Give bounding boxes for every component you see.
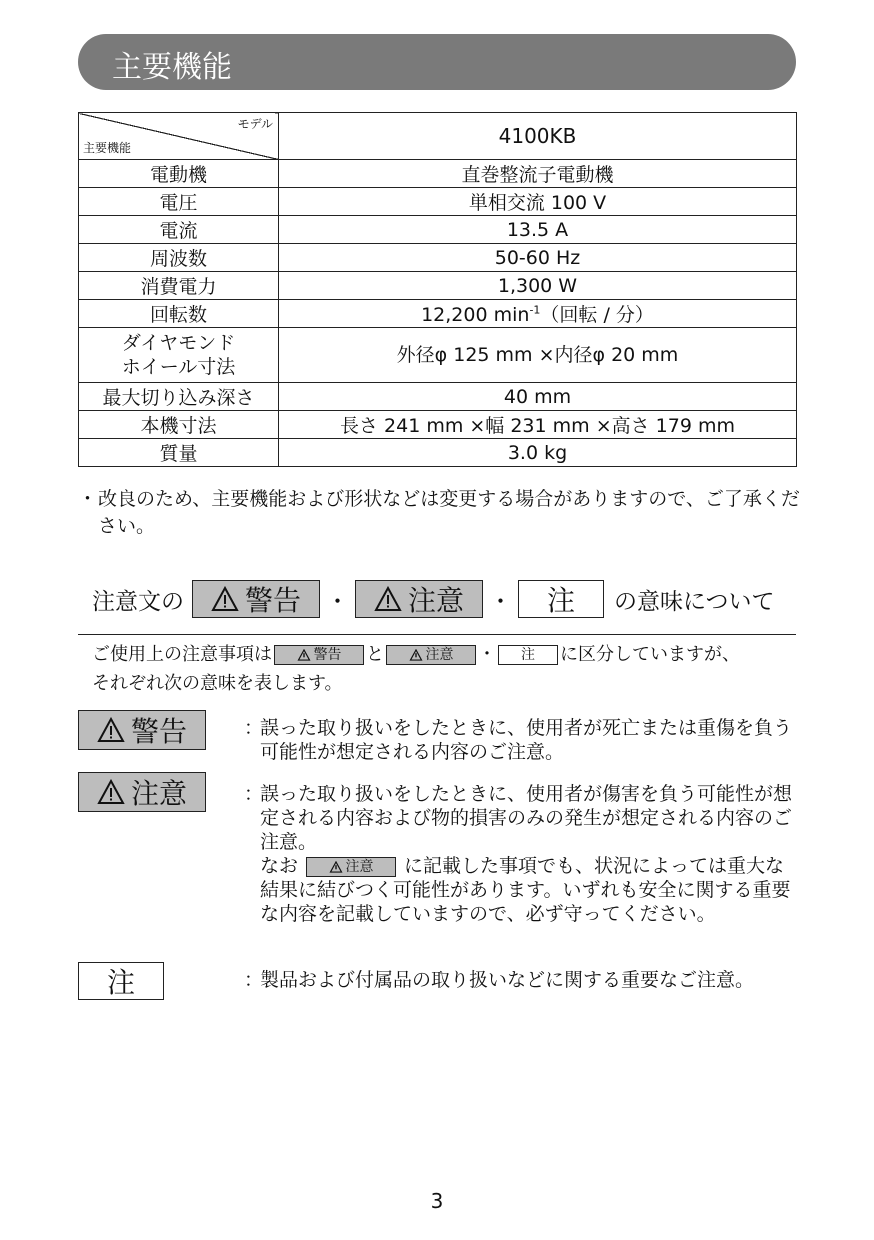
table-row (79, 383, 797, 411)
note-definition-text: 製品および付属品の取り扱いなどに関する重要なご注意。 (260, 969, 755, 991)
caution-definition-text: 誤った取り扱いをしたときに、使用者が傷害を負う可能性が想定される内容および物的損害のみの発生が想定される内容のご注意。 (260, 783, 793, 853)
note-def-label: 注 (106, 966, 135, 999)
table-row (79, 160, 797, 188)
mini-warning-box (274, 645, 364, 665)
caution-extra (260, 854, 800, 926)
footnote (78, 486, 800, 540)
row-value: 13.5 A (279, 216, 797, 244)
row-key (79, 328, 279, 383)
caution-label-box (78, 772, 206, 812)
diagonal-header-cell (79, 113, 279, 160)
footnote-text: 改良のため、主要機能および形状などは変更する場合がありますので、ご了承ください。 (98, 488, 800, 537)
row-key: 電圧 (79, 188, 279, 216)
row-value: 40 mm (279, 383, 797, 411)
row-value (279, 300, 797, 328)
warning-definition (244, 716, 800, 764)
warning-definition-text: 誤った取り扱いをしたときに、使用者が死亡または重傷を負う可能性が想定される内容のご注意。 (260, 717, 793, 763)
table-row (79, 272, 797, 300)
mini-caution-box (306, 857, 396, 877)
caution-def-label: 注意 (130, 777, 187, 810)
table-header-row (79, 113, 797, 160)
table-row (79, 439, 797, 467)
caution-label: 注意 (407, 584, 464, 617)
warning-triangle-icon (297, 649, 311, 661)
rpm-exponent: -1 (529, 303, 541, 317)
intro-part1: ご使用上の注意事項は (92, 644, 272, 665)
row-value: 50-60 Hz (279, 244, 797, 272)
row-key: 最大切り込み深さ (79, 383, 279, 411)
caution-box (355, 580, 483, 618)
row-value: 長さ 241 mm ×幅 231 mm ×高さ 179 mm (279, 411, 797, 439)
row-key-line2: ホイール寸法 (121, 356, 236, 378)
row-key: 消費電力 (79, 272, 279, 300)
header-feature-label: 主要機能 (83, 141, 132, 155)
section-title-bar (78, 34, 796, 90)
mini-caution-box (386, 645, 476, 665)
caution-extra-pre: なお (260, 855, 299, 877)
warning-label: 警告 (244, 584, 301, 617)
row-key: 電動機 (79, 160, 279, 188)
page-number: 3 (430, 1189, 444, 1213)
intro-line2: それぞれ次の意味を表します。 (92, 673, 343, 694)
row-key: 周波数 (79, 244, 279, 272)
table-row (79, 244, 797, 272)
caution-extra-post: に記載した事項でも、状況によっては重大な結果に結びつく可能性があります。いずれも安全に関する重要な内容を記載していますので、必ず守ってください。 (260, 855, 791, 925)
heading-prefix: 注意文の (92, 588, 184, 615)
row-key: 本機寸法 (79, 411, 279, 439)
table-row (79, 411, 797, 439)
heading-suffix: の意味について (614, 588, 775, 615)
header-model-label: モデル (237, 117, 273, 131)
colon: ： (244, 783, 264, 805)
row-value: 3.0 kg (279, 439, 797, 467)
mini-warning-label: 警告 (313, 646, 342, 663)
mini-note-box (498, 645, 558, 665)
warning-def-label: 警告 (130, 715, 187, 748)
model-name: 4100KB (279, 113, 797, 160)
warning-triangle-icon (97, 779, 125, 805)
footnote-bullet: ・ (78, 488, 98, 510)
meaning-heading (92, 578, 775, 620)
caution-definition (244, 782, 800, 926)
row-key: 回転数 (79, 300, 279, 328)
note-definition (244, 968, 800, 992)
rpm-value: 12,200 min (421, 304, 530, 326)
row-key: 質量 (79, 439, 279, 467)
row-value: 外径φ 125 mm ×内径φ 20 mm (279, 328, 797, 383)
table-row (79, 216, 797, 244)
row-value: 直巻整流子電動機 (279, 160, 797, 188)
note-box (518, 580, 604, 618)
row-key: 電流 (79, 216, 279, 244)
row-value: 1,300 W (279, 272, 797, 300)
mini-caution-label: 注意 (345, 858, 374, 875)
intro-text (92, 640, 802, 698)
table-row (79, 328, 797, 383)
colon: ： (244, 717, 264, 739)
intro-dot: ・ (478, 644, 496, 665)
intro-part2: に区分していますが、 (560, 644, 740, 665)
row-value: 単相交流 100 V (279, 188, 797, 216)
warning-triangle-icon (374, 586, 402, 612)
intro-and: と (366, 644, 384, 665)
note-label: 注 (546, 584, 575, 617)
heading-separator: ・ (326, 588, 349, 615)
colon: ： (244, 969, 264, 991)
table-row (79, 188, 797, 216)
divider (78, 634, 796, 635)
warning-box (192, 580, 320, 618)
warning-triangle-icon (97, 717, 125, 743)
warning-triangle-icon (409, 649, 423, 661)
mini-caution-label: 注意 (425, 646, 454, 663)
warning-triangle-icon (329, 861, 343, 873)
row-key-line1: ダイヤモンド (121, 332, 236, 354)
rpm-unit: （回転 / 分） (540, 304, 654, 326)
spec-table (78, 112, 797, 467)
heading-separator: ・ (489, 588, 512, 615)
warning-label-box (78, 710, 206, 750)
note-label-box (78, 962, 164, 1000)
warning-triangle-icon (211, 586, 239, 612)
mini-note-label: 注 (521, 646, 535, 663)
table-row (79, 300, 797, 328)
section-title: 主要機能 (112, 50, 232, 85)
